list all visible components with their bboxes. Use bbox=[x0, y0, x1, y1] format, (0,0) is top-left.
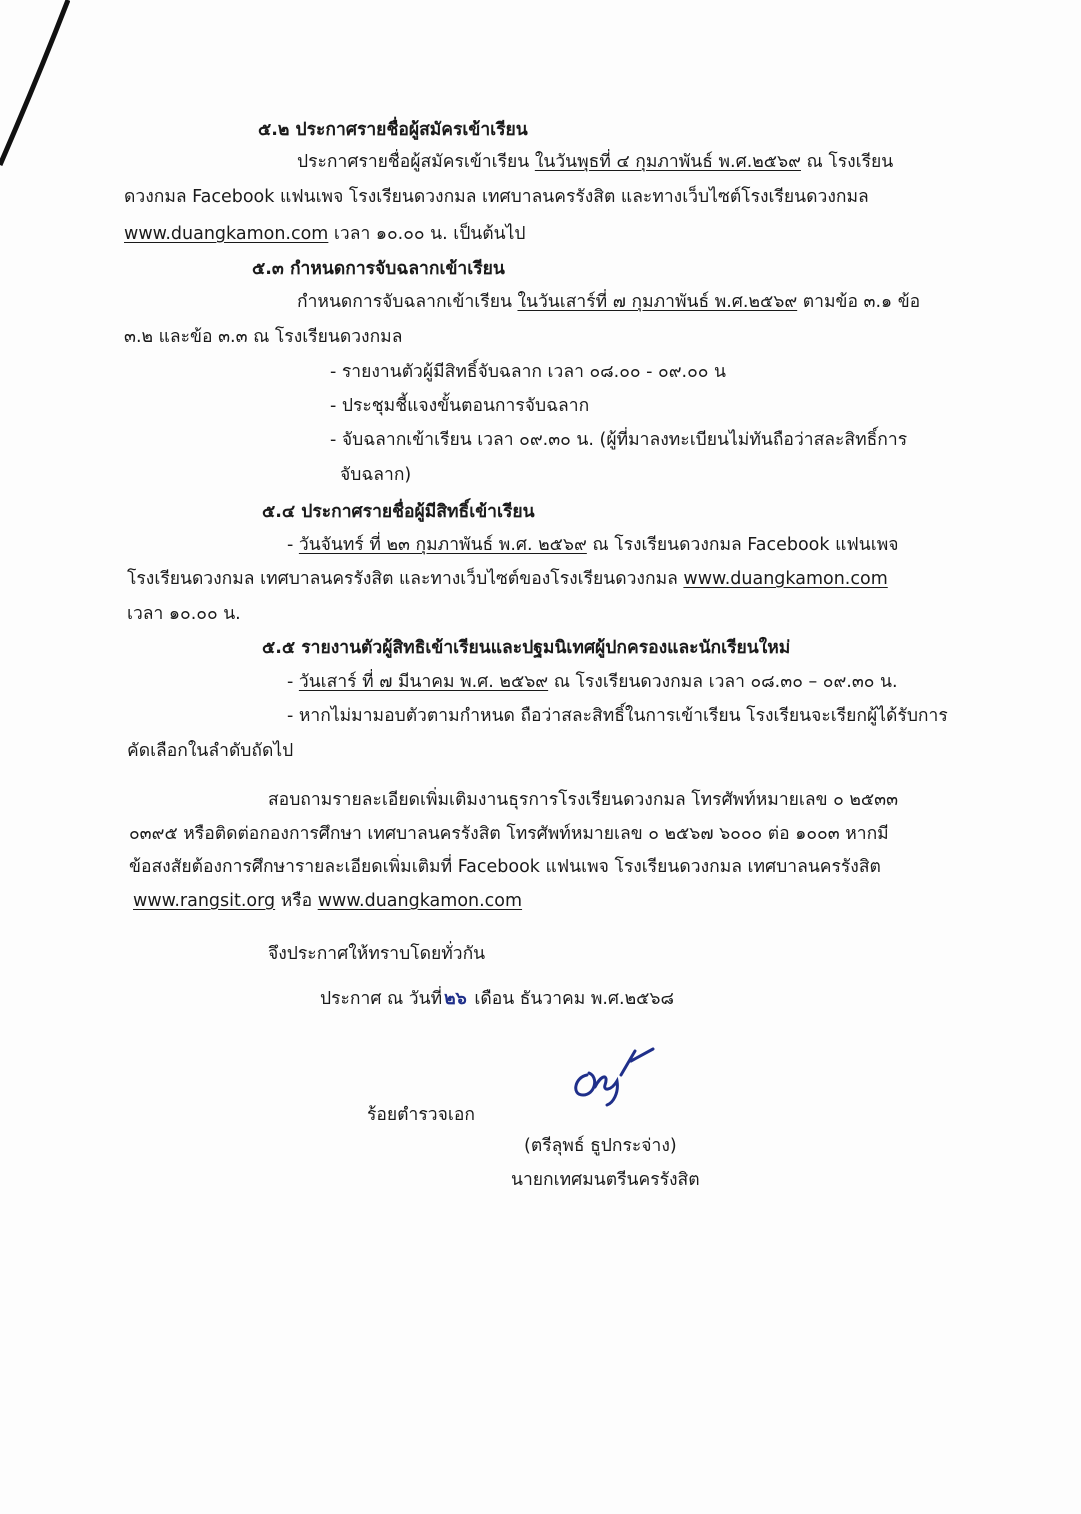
s53-date: ในวันเสาร์ที่ ๗ กุมภาพันธ์ พ.ศ.๒๕๖๙ bbox=[517, 292, 798, 312]
section-5-3-line-1 bbox=[297, 290, 920, 314]
s55-date: วันเสาร์ ที่ ๗ มีนาคม พ.ศ. ๒๕๖๙ bbox=[298, 672, 549, 692]
section-5-4-line-3: เวลา ๑๐.๐๐ น. bbox=[127, 604, 241, 624]
section-5-2-line-1 bbox=[297, 150, 893, 174]
duangkamon-link-2[interactable]: www.duangkamon.com bbox=[683, 569, 888, 589]
section-5-2-heading: ๕.๒ ประกาศรายชื่อผู้สมัครเข้าเรียน bbox=[258, 120, 528, 140]
s52-date: ในวันพุธที่ ๔ กุมภาพันธ์ พ.ศ.๒๕๖๙ bbox=[534, 152, 801, 172]
s53-l1-text: กำหนดการจับฉลากเข้าเรียน bbox=[297, 292, 518, 312]
section-5-3-line-2: ๓.๒ และข้อ ๓.๓ ณ โรงเรียนดวงกมล bbox=[124, 327, 403, 347]
contact-line-1: สอบถามรายละเอียดเพิ่มเติมงานธุรการโรงเรียนดวงกมล โทรศัพท์หมายเลข ๐ ๒๕๓๓ bbox=[268, 790, 899, 810]
s52-l1-text: ประกาศรายชื่อผู้สมัครเข้าเรียน bbox=[297, 152, 535, 172]
section-5-2-line-3 bbox=[124, 222, 526, 246]
section-5-4-line-2 bbox=[127, 567, 888, 591]
s54-date: วันจันทร์ ที่ ๒๓ กุมภาพันธ์ พ.ศ. ๒๕๖๙ bbox=[298, 535, 587, 555]
signer-rank: ร้อยตำรวจเอก bbox=[367, 1105, 475, 1125]
section-5-4-heading: ๕.๔ ประกาศรายชื่อผู้มีสิทธิ์เข้าเรียน bbox=[262, 502, 535, 522]
duangkamon-link-3[interactable]: www.duangkamon.com bbox=[317, 891, 523, 911]
s52-l3-text: เวลา ๑๐.๐๐ น. เป็นต้นไป bbox=[328, 224, 526, 244]
s55-l1-tail: ณ โรงเรียนดวงกมล เวลา ๐๘.๓๐ – ๐๙.๓๐ น. bbox=[548, 672, 898, 692]
rangsit-link[interactable]: www.rangsit.org bbox=[133, 891, 276, 911]
scan-edge-mark bbox=[0, 0, 70, 175]
section-5-5-heading: ๕.๕ รายงานตัวผู้สิทธิเข้าเรียนและปฐมนิเทศผู้ปกครองและนักเรียนใหม่ bbox=[262, 638, 791, 658]
signer-name: (ตรีลุพธ์ ธูปกระจ่าง) bbox=[524, 1136, 677, 1156]
contact-line-4 bbox=[133, 889, 522, 913]
signature bbox=[565, 1045, 665, 1110]
s54-l1-tail: ณ โรงเรียนดวงกมล Facebook แฟนเพจ bbox=[586, 535, 899, 555]
date-prefix: ประกาศ ณ วันที่ bbox=[320, 989, 443, 1009]
section-5-3-bullet-1: - รายงานตัวผู้มีสิทธิ์จับฉลาก เวลา ๐๘.๐๐ - ๐๙.๐๐ น bbox=[330, 362, 726, 382]
duangkamon-link[interactable]: www.duangkamon.com bbox=[124, 224, 329, 244]
section-5-3-bullet-3: - จับฉลากเข้าเรียน เวลา ๐๙.๓๐ น. (ผู้ที่มาลงทะเบียนไม่ทันถือว่าสละสิทธิ์การ bbox=[330, 430, 908, 450]
announcement-closing: จึงประกาศให้ทราบโดยทั่วกัน bbox=[268, 944, 486, 964]
signer-position: นายกเทศมนตรีนครรังสิต bbox=[511, 1170, 700, 1190]
section-5-3-heading: ๕.๓ กำหนดการจับฉลากเข้าเรียน bbox=[252, 259, 505, 279]
s55-dash: - bbox=[287, 672, 299, 692]
section-5-5-line-1 bbox=[287, 670, 898, 694]
contact-line-2: ๐๓๙๕ หรือติดต่อกองการศึกษา เทศบาลนครรังสิต โทรศัพท์หมายเลข ๐ ๒๕๖๗ ๖๐๐๐ ต่อ ๑๐๐๓ หากมี bbox=[129, 824, 889, 844]
date-suffix: เดือน ธันวาคม พ.ศ.๒๕๖๘ bbox=[468, 989, 674, 1009]
s54-dash: - bbox=[287, 535, 299, 555]
announcement-date bbox=[320, 987, 674, 1011]
contact-line-3: ข้อสงสัยต้องการศึกษารายละเอียดเพิ่มเติมที่ Facebook แฟนเพจ โรงเรียนดวงกมล เทศบาลนครรังสิต bbox=[129, 857, 881, 877]
section-5-3-bullet-3-cont: จับฉลาก) bbox=[340, 465, 412, 485]
section-5-5-line-2: - หากไม่มามอบตัวตามกำหนด ถือว่าสละสิทธิ์ในการเข้าเรียน โรงเรียนจะเรียกผู้ได้รับการ bbox=[287, 706, 948, 726]
contact-or: หรือ bbox=[275, 891, 318, 911]
date-day-handwritten: ๒๖ bbox=[444, 989, 467, 1009]
section-5-2-line-2: ดวงกมล Facebook แฟนเพจ โรงเรียนดวงกมล เทศบาลนครรังสิต และทางเว็บไซต์โรงเรียนดวงกมล bbox=[124, 187, 869, 207]
s52-l1-tail: ณ โรงเรียน bbox=[800, 152, 894, 172]
section-5-4-line-1 bbox=[287, 533, 899, 557]
section-5-5-line-3: คัดเลือกในลำดับถัดไป bbox=[127, 741, 294, 761]
section-5-3-bullet-2: - ประชุมชี้แจงขั้นตอนการจับฉลาก bbox=[330, 396, 590, 416]
s54-l2-text: โรงเรียนดวงกมล เทศบาลนครรังสิต และทางเว็บไซต์ของโรงเรียนดวงกมล bbox=[127, 569, 684, 589]
s53-l1-tail: ตามข้อ ๓.๑ ข้อ bbox=[797, 292, 921, 312]
